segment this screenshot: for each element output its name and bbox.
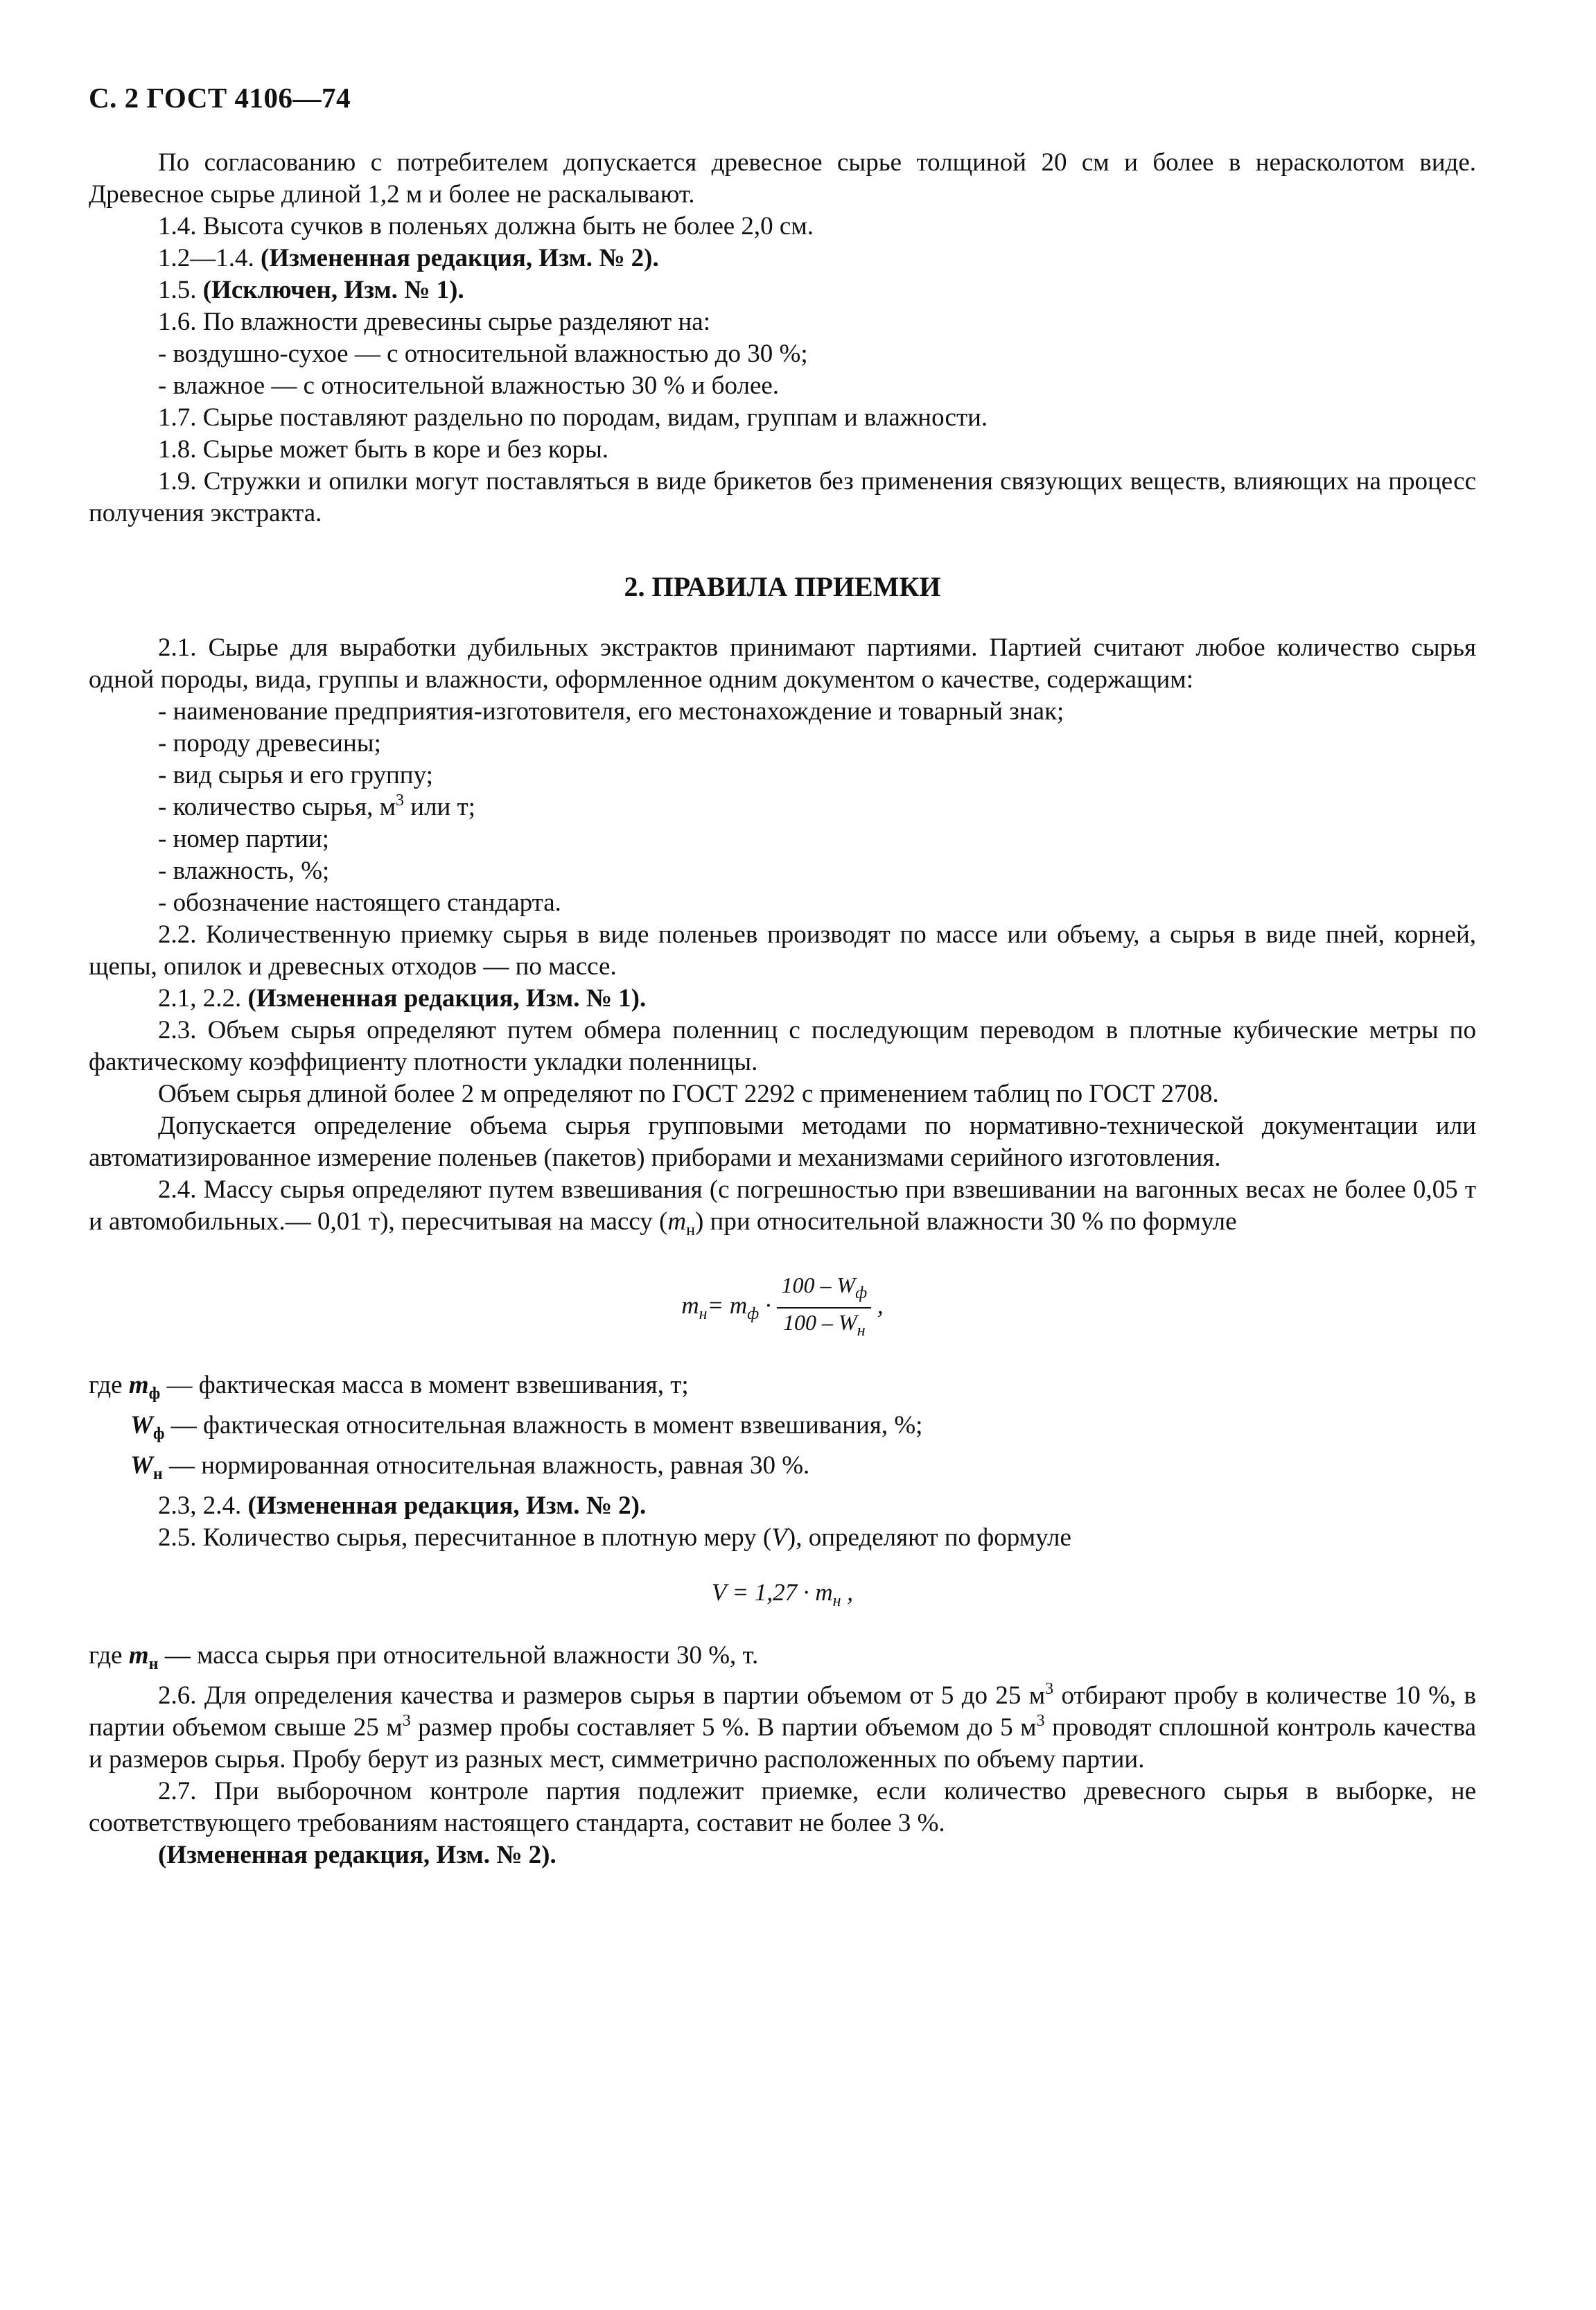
clause-text: отбирают пробу в количестве 10 %, в партии объемом свыше 25 м [89, 1681, 1476, 1742]
clause-1-7: 1.7. Сырье поставляют раздельно по породам, видам, группам и влажности. [158, 403, 988, 432]
formula-eq: = [707, 1292, 730, 1320]
amendment-note-2-3-2-4 [89, 1490, 1476, 1522]
symbol: W [130, 1451, 153, 1480]
list-item: - номер партии; [158, 825, 330, 853]
paragraph-1-3-continued: По согласованию с потребителем допускается древесное сырье толщиной 20 см и более в нерасколотом виде. Древесное сырье длиной 1,2 м и более не раскалывают. [89, 148, 1476, 209]
subscript: ф [855, 1284, 868, 1302]
where-line-2 [89, 1410, 1476, 1450]
clause-1-6: 1.6. По влажности древесины сырье разделяют на: [158, 308, 710, 336]
clause-2-2: 2.2. Количественную приемку сырья в виде поленьев производят по массе или объему, а сырья в виде пней, корней, щепы, опилок и древесных отходов — по массе. [89, 920, 1476, 981]
clause-1-9: 1.9. Стружки и опилки могут поставляться в виде брикетов без применения связующих веществ, влияющих на процесс получения экстракта. [89, 467, 1476, 527]
fraction-numerator [777, 1271, 871, 1309]
formula-m: m [729, 1292, 748, 1320]
formula-lhs: V [711, 1579, 726, 1606]
list-item: - породу древесины; [158, 729, 381, 758]
subscript: н [699, 1305, 708, 1324]
where-line [89, 1640, 1476, 1680]
subscript: ф [152, 1425, 165, 1443]
superscript: 3 [1045, 1680, 1054, 1698]
subscript: н [857, 1322, 866, 1340]
clause-1-8: 1.8. Сырье может быть в коре и без коры. [158, 435, 609, 464]
list-item: - наименование предприятия-изготовителя, его местонахождение и товарный знак; [158, 697, 1064, 726]
clause-text: проводят сплошной контроль качества и размеров сырья. Пробу берут из разных мест, симметрично расположенных по объему партии. [89, 1713, 1477, 1774]
denominator-text: 100 – W [783, 1310, 857, 1335]
clause-2-5 [89, 1522, 1476, 1554]
where-line-1 [89, 1370, 1476, 1410]
formula-tail: , [871, 1292, 884, 1320]
where-prefix: где [89, 1641, 129, 1670]
list-item: - влажное — с относительной влажностью 30 % и более. [158, 371, 780, 400]
where-line-3 [89, 1450, 1476, 1490]
where-prefix: где [89, 1371, 129, 1399]
numerator-text: 100 – W [781, 1272, 856, 1297]
clause-text: 2.5. Количество сырья, пересчитанное в плотную меру ( [158, 1523, 772, 1552]
clause-text: ) при относительной влажности 30 % по формуле [694, 1207, 1237, 1236]
clause-2-3-c: Допускается определение объема сырья групповыми методами по нормативно-технической документации или автоматизированное измерение поленьев (пакетов) приборами и механизмами серийного изготовления. [89, 1112, 1476, 1172]
list-item: - обозначение настоящего стандарта. [158, 889, 561, 917]
subscript: ф [148, 1385, 161, 1403]
amendment-note-2-1-2-2 [89, 983, 1476, 1015]
superscript: 3 [402, 1712, 411, 1730]
clause-text: ), определяют по формуле [787, 1523, 1071, 1552]
amendment-text: (Измененная редакция, Изм. № 1). [247, 984, 647, 1013]
symbol-v: V [771, 1523, 787, 1552]
clause-text: 2.4. Массу сырья определяют путем взвешивания (с погрешностью при взвешивании на вагонных весах не более 0,05 т и автомобильных.— 0,01 т), пересчитывая на массу ( [89, 1175, 1476, 1236]
list-item: - влажность, %; [158, 857, 330, 885]
formula-rest: = 1,27 · [726, 1579, 816, 1606]
excluded-text: (Исключен, Изм. № 1). [202, 276, 464, 304]
symbol: m [128, 1641, 149, 1670]
subscript: н [832, 1592, 841, 1610]
amendment-text: (Измененная редакция, Изм. № 2). [247, 1491, 647, 1520]
fraction-denominator [777, 1309, 871, 1345]
clause-ref: 2.3, 2.4. [158, 1491, 248, 1520]
subscript: ф [747, 1305, 760, 1324]
symbol: m [128, 1371, 149, 1399]
formula-lhs: m [681, 1292, 699, 1320]
clause-ref: 2.1, 2.2. [158, 984, 248, 1013]
list-item [89, 791, 1476, 823]
clause-2-4 [89, 1174, 1476, 1246]
where-text: — фактическая масса в момент взвешивания, т; [160, 1371, 689, 1399]
symbol-m: m [667, 1207, 687, 1236]
amendment-note-final: (Измененная редакция, Изм. № 2). [158, 1841, 556, 1869]
subscript: н [686, 1221, 695, 1239]
clause-text: размер пробы составляет 5 %. В партии объемом до 5 м [410, 1713, 1037, 1742]
clause-1-4: 1.4. Высота сучков в поленьях должна быть не более 2,0 см. [158, 212, 814, 240]
clause-ref: 1.2—1.4. [158, 244, 261, 272]
page-header: С. 2 ГОСТ 4106—74 [89, 82, 351, 114]
clause-2-3-b: Объем сырья длиной более 2 м определяют по ГОСТ 2292 с применением таблиц по ГОСТ 2708. [158, 1080, 1219, 1108]
superscript: 3 [1036, 1712, 1045, 1730]
subscript: н [152, 1465, 163, 1483]
clause-2-7: 2.7. При выборочном контроле партия подлежит приемке, если количество древесного сырья в выборке, не соответствующего требованиям настоящего стандарта, составит не более 3 %. [89, 1777, 1476, 1837]
formula-m: m [815, 1579, 833, 1606]
formula-volume [89, 1579, 1476, 1615]
clause-text: 2.6. Для определения качества и размеров сырья в партии объемом от 5 до 25 м [158, 1681, 1046, 1710]
where-text: — нормированная относительная влажность, равная 30 %. [162, 1451, 810, 1480]
list-item-text: - количество сырья, м [158, 793, 396, 821]
clause-2-6 [89, 1680, 1476, 1776]
formula-tail: , [841, 1579, 854, 1606]
formula-fraction [777, 1271, 871, 1345]
list-item: - воздушно-сухое — с относительной влажностью до 30 %; [158, 340, 808, 368]
superscript: 3 [396, 791, 405, 810]
clause-1-5 [89, 274, 1476, 306]
list-item-tail: или т; [404, 793, 476, 821]
section-title: 2. ПРАВИЛА ПРИЕМКИ [624, 571, 941, 602]
subscript: н [148, 1655, 159, 1673]
symbol: W [130, 1411, 153, 1440]
where-text: — масса сырья при относительной влажности 30 %, т. [158, 1641, 759, 1670]
formula-dot: · [759, 1292, 778, 1320]
clause-2-3: 2.3. Объем сырья определяют путем обмера поленниц с последующим переводом в плотные кубические метры по фактическому коэффициенту плотности укладки поленницы. [89, 1016, 1476, 1076]
amendment-note-1-2-1-4 [89, 243, 1476, 274]
clause-2-1: 2.1. Сырье для выработки дубильных экстрактов принимают партиями. Партией считают любое количество сырья одной породы, вида, группы и влажности, оформленное одним документом о качестве, содержащим: [89, 633, 1476, 694]
clause-ref: 1.5. [158, 276, 203, 304]
document-body [89, 147, 1476, 1871]
formula-mass [89, 1271, 1476, 1345]
amendment-text: (Измененная редакция, Изм. № 2). [261, 244, 659, 272]
list-item: - вид сырья и его группу; [158, 761, 433, 789]
where-text: — фактическая относительная влажность в момент взвешивания, %; [164, 1411, 923, 1440]
